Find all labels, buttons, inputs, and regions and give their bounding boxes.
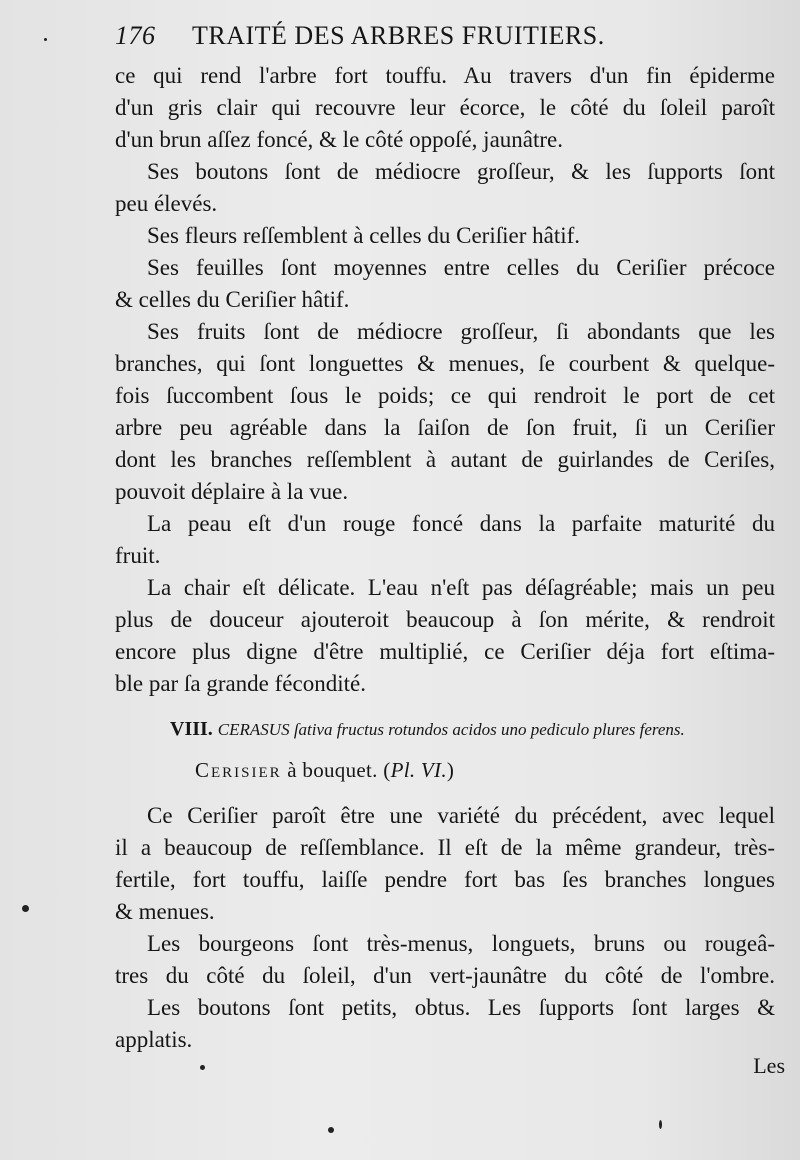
latin-name: CERASUS ſativa fructus rotundos acidos uno pediculo plures ferens.	[217, 720, 685, 739]
text-line: La peau eſt d'un rouge foncé dans la parfaite maturité du	[147, 511, 775, 536]
ink-speck	[200, 1065, 205, 1070]
variety-title	[195, 753, 595, 787]
text-line: il a beaucoup de reſſemblance. Il eſt de la même grandeur, très-	[115, 835, 775, 860]
text-line: fruit.	[115, 543, 161, 568]
plate-reference: Pl. VI.	[390, 758, 447, 782]
text-line: La chair eſt délicate. L'eau n'eſt pas déſagréable; mais un peu	[147, 575, 775, 600]
running-head	[115, 18, 675, 54]
ink-speck	[44, 38, 47, 41]
text-line: d'un gris clair qui recouvre leur écorce, le côté du ſoleil paroît	[115, 95, 775, 120]
text-line: fertile, fort touffu, laiſſe pendre fort bas ſes branches longues	[115, 867, 775, 892]
variety-common-name: Ceriſier	[195, 758, 282, 782]
section-heading	[170, 713, 780, 745]
ink-speck	[22, 905, 29, 912]
text-line: fois ſuccombent ſous le poids; ce qui rendroit le port de cet	[115, 383, 775, 408]
variety-title-rest: à bouquet. (	[281, 758, 391, 782]
text-line: tres du côté du ſoleil, d'un vert-jaunâtre du côté de l'ombre.	[115, 963, 775, 988]
catchword: Les	[753, 1053, 785, 1078]
text-line: peu élevés.	[115, 191, 218, 216]
ink-speck	[328, 1127, 334, 1133]
text-line: dont les branches reſſemblent à autant de guirlandes de Ceriſes,	[115, 447, 775, 472]
text-line: applatis.	[115, 1027, 193, 1052]
text-line: encore plus digne d'être multiplié, ce Ceriſier déja fort eſtima-	[115, 639, 775, 664]
text-line: branches, qui ſont longuettes & menues, ſe courbent & quelque-	[115, 351, 775, 376]
text-line: Les boutons ſont petits, obtus. Les ſupports ſont larges &	[147, 995, 775, 1020]
text-line: Ce Ceriſier paroît être une variété du précédent, avec lequel	[147, 803, 775, 828]
text-line: Ses fruits ſont de médiocre groſſeur, ſi abondants que les	[147, 319, 775, 344]
text-line: d'un brun aſſez foncé, & le côté oppoſé, jaunâtre.	[115, 127, 563, 152]
text-line: arbre peu agréable dans la ſaiſon de ſon fruit, ſi un Ceriſier	[115, 415, 775, 440]
ink-speck	[659, 1120, 662, 1129]
text-line: ce qui rend l'arbre fort touffu. Au travers d'un fin épiderme	[115, 63, 775, 88]
text-line: & menues.	[115, 899, 215, 924]
text-line: Les bourgeons ſont très-menus, longuets, bruns ou rougeâ-	[147, 931, 775, 956]
text-line: & celles du Ceriſier hâtif.	[115, 287, 350, 312]
section-number: VIII.	[170, 718, 213, 740]
text-line: plus de douceur ajouteroit beaucoup à ſon mérite, & rendroit	[115, 607, 775, 632]
text-line: Ses fleurs reſſemblent à celles du Ceriſier hâtif.	[147, 223, 581, 248]
variety-title-close: )	[446, 758, 455, 782]
text-line: Ses boutons ſont de médiocre groſſeur, & les ſupports ſont	[147, 159, 775, 184]
text-line: ble par ſa grande fécondité.	[115, 671, 366, 696]
text-line: pouvoit déplaire à la vue.	[115, 479, 349, 504]
running-title: TRAITÉ DES ARBRES FRUITIERS.	[192, 21, 605, 50]
text-line: Ses feuilles ſont moyennes entre celles du Ceriſier précoce	[147, 255, 775, 280]
page-number: 176	[115, 21, 156, 50]
